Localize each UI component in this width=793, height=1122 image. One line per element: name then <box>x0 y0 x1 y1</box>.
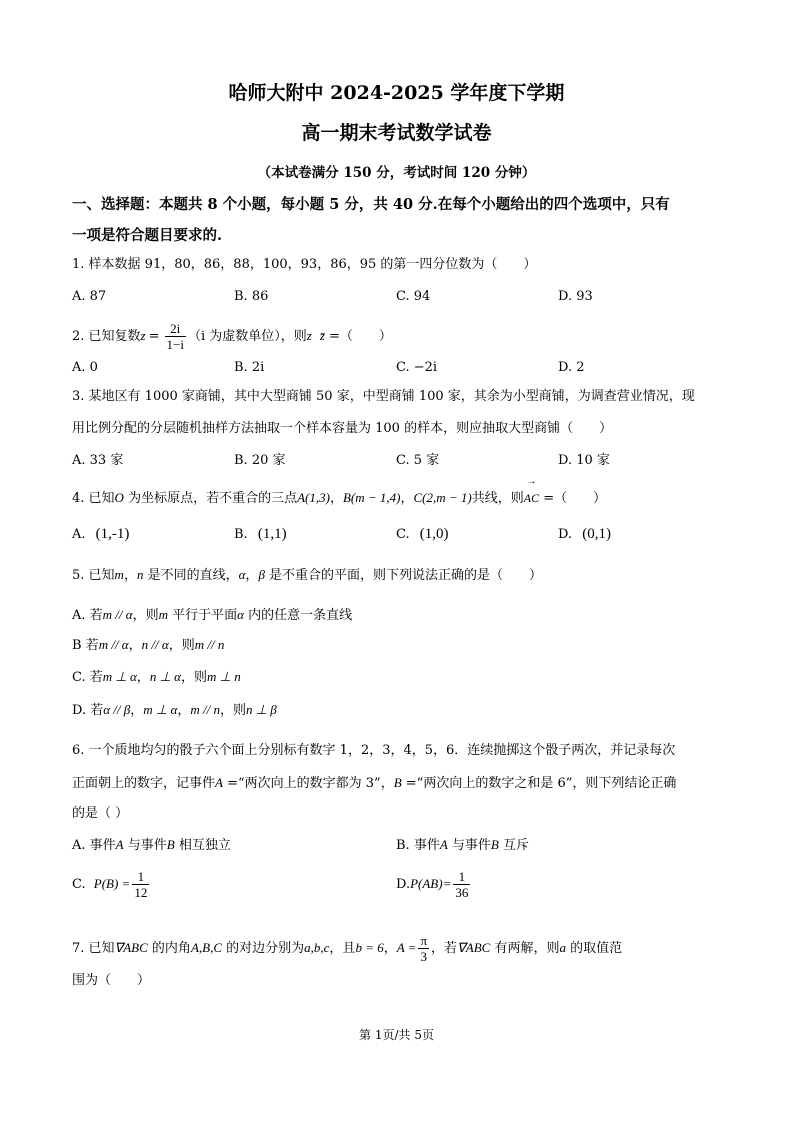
q2-text-mid: （i 为虚数单位），则 <box>187 329 307 344</box>
q2-text-pre: 2. 已知复数 <box>72 329 141 344</box>
q5-b-mid: ，则 <box>168 638 195 653</box>
question-3-option-b: B. 20 家 <box>234 453 286 468</box>
q5-b-math2: n // α <box>141 637 169 652</box>
q5-c-math2: n ⊥ α <box>149 669 181 684</box>
q5-d-math2: m ⊥ α <box>143 702 178 717</box>
exam-title-line2: 高一期末考试数学试卷 <box>301 122 492 144</box>
q5-text-b: 是不同的直线， <box>143 568 239 583</box>
question-2-option-b: B. 2i <box>234 360 265 375</box>
q4-option-c-label: C. <box>396 527 410 542</box>
question-6-option-c <box>72 864 151 905</box>
q5-a-math: m // α <box>102 607 133 622</box>
q5-d-sep: ， <box>130 703 144 718</box>
q6-a-B: B <box>166 837 175 852</box>
question-4-option-b <box>234 525 287 544</box>
q6-line2-c: =“两次向上的数字之和是 6”，则下列结论正确 <box>401 776 677 791</box>
q4-vector-ac: AC → <box>523 476 540 505</box>
q5-a-mid: ，则 <box>132 608 159 623</box>
q4-origin: O <box>114 490 124 505</box>
q5-d-mid: ，则 <box>219 703 246 718</box>
q4-option-a-label: A. <box>72 527 86 542</box>
q4-sep1: ， <box>329 491 343 506</box>
question-3-option-a: A. 33 家 <box>72 453 124 468</box>
q6-b-end: 互斥 <box>498 838 530 853</box>
q5-b-math1: m // α <box>98 637 129 652</box>
question-4-stem <box>72 476 607 508</box>
question-4-option-c <box>396 525 449 544</box>
q6-c-fraction-denominator: 12 <box>134 885 148 900</box>
question-1-stem: 1. 样本数据 91，80，86，88，100，93，86，95 的第一四分位数为（ ） <box>72 257 537 272</box>
q6-d-fraction-numerator: 1 <box>458 869 466 884</box>
q5-n: n <box>136 567 144 582</box>
q5-d-pre: D. 若 <box>72 703 104 718</box>
question-6-stem-line2 <box>72 774 676 793</box>
q6-b-A: A <box>439 837 448 852</box>
q5-c-math3: m ⊥ n <box>206 669 241 684</box>
q2-eq: = <box>148 329 160 344</box>
q7-text-g: 的取值范 <box>565 941 623 956</box>
q5-beta: β <box>258 567 265 582</box>
q5-text-a: 5. 已知 <box>72 568 115 583</box>
q4-sep2: ， <box>400 491 414 506</box>
q5-b-sep: ， <box>128 638 142 653</box>
q4-option-c-value: (1,0) <box>419 526 449 542</box>
q7-A-eq: A = <box>396 940 417 955</box>
q7-fraction-numerator: π <box>420 933 428 948</box>
question-3-option-d: D. 10 家 <box>558 453 610 468</box>
q7-sides: a,b,c <box>304 940 330 955</box>
q7-triangle2: ∇ABC <box>457 940 491 955</box>
q5-alpha: α <box>238 567 246 582</box>
q5-c-mid: ，则 <box>180 670 207 685</box>
q6-d-fraction-denominator: 36 <box>455 885 469 900</box>
question-2-stem <box>72 318 392 355</box>
q5-text-c: 是不重合的平面，则下列说法正确的是（ ） <box>264 568 543 583</box>
exam-subtitle: （本试卷满分 150 分，考试时间 120 分钟） <box>257 165 536 181</box>
q6-b-mid: 与事件 <box>447 838 491 853</box>
q5-c-math1: m ⊥ α <box>102 669 137 684</box>
q6-d-label: D. <box>396 877 411 892</box>
q6-c-label: C. <box>72 877 86 892</box>
question-5-option-a <box>72 606 352 625</box>
q4-text-b: 为坐标原点，若不重合的三点 <box>123 491 298 506</box>
q6-a-A: A <box>115 837 124 852</box>
q6-line2-b: =“两次向上的数字都为 3”， <box>222 776 394 791</box>
question-1-option-c: C. 94 <box>396 289 431 304</box>
q5-d-math1: α // β <box>103 702 131 717</box>
q6-a-mid: 与事件 <box>123 838 167 853</box>
q5-sep: ， <box>123 568 137 583</box>
question-5-option-d <box>72 701 277 720</box>
q7-fraction-denominator: 3 <box>418 948 429 964</box>
q2-zbar: z̄ <box>319 328 325 343</box>
q7-text-f: 有两解，则 <box>490 941 560 956</box>
q6-b-pre: B. 事件 <box>396 838 440 853</box>
vector-arrow-icon: → <box>526 476 537 487</box>
question-2-option-c: C. −2i <box>396 360 438 375</box>
exam-title-line1: 哈师大附中 2024-2025 学年度下学期 <box>228 82 565 104</box>
q5-a-m: m <box>158 607 168 622</box>
q7-text-c: 的对边分别为 <box>222 941 305 956</box>
q7-sep: ， <box>383 941 397 956</box>
question-7-stem-line2: 围为（ ） <box>72 973 151 988</box>
q2-fraction <box>165 321 186 352</box>
q7-b-eq: b = 6 <box>355 940 384 955</box>
q6-d-expr: P(AB)= <box>410 876 452 891</box>
q6-line2-a: 正面朝上的数字，记事件 <box>72 776 216 791</box>
q5-d-math4: n ⊥ β <box>245 702 277 717</box>
q7-text-a: 7. 已知 <box>72 941 115 956</box>
q2-text-end: =（ ） <box>324 329 392 344</box>
q4-option-a-value: (1,-1) <box>95 526 130 542</box>
q5-m: m <box>114 567 124 582</box>
q5-a-post: 平行于平面 <box>168 608 238 623</box>
q5-sep2: ， <box>245 568 259 583</box>
question-5-option-c <box>72 668 241 687</box>
q2-z: z <box>140 328 146 343</box>
question-3-option-c: C. 5 家 <box>396 453 440 468</box>
q7-text-d: ，且 <box>329 941 356 956</box>
q6-a-pre: A. 事件 <box>72 838 116 853</box>
q4-option-d-label: D. <box>558 527 573 542</box>
q6-event-a: A <box>215 775 223 790</box>
q7-fraction <box>418 933 429 964</box>
question-4-option-a <box>72 525 129 544</box>
q4-point-c: C(2,m − 1) <box>413 490 472 505</box>
q6-d-fraction <box>453 869 470 900</box>
q6-c-fraction-numerator: 1 <box>137 869 145 884</box>
q7-triangle: ∇ABC <box>114 940 148 955</box>
q5-c-sep: ， <box>136 670 150 685</box>
q2-fraction-denominator: 1−i <box>166 337 184 352</box>
q5-a-pre: A. 若 <box>72 608 103 623</box>
q5-d-math3: m // n <box>190 702 220 717</box>
q5-b-pre: B 若 <box>72 638 99 653</box>
question-1-option-a: A. 87 <box>72 289 107 304</box>
question-1-option-d: D. 93 <box>558 289 593 304</box>
q4-option-b-value: (1,1) <box>257 526 287 542</box>
q6-c-expr: P(B) = <box>93 876 131 891</box>
q6-b-B: B <box>490 837 499 852</box>
question-6-stem-line1: 6. 一个质地均匀的骰子六个面上分别标有数字 1，2，3，4，5，6．连续抛掷这个骰子两次，并记录每次 <box>72 743 676 758</box>
q5-a-alpha: α <box>237 607 244 622</box>
question-5-stem <box>72 566 542 585</box>
question-6-option-a <box>72 836 231 855</box>
question-2-option-d: D. 2 <box>558 360 585 375</box>
question-6-stem-line3: 的是（ ） <box>72 806 129 821</box>
section-heading-line1: 一、选择题：本题共 8 个小题，每小题 5 分，共 40 分.在每个小题给出的四个选项中，只有 <box>72 196 670 213</box>
question-2-option-a: A. 0 <box>72 360 98 375</box>
q4-text-a: 4. 已知 <box>72 491 115 506</box>
q4-option-d-value: (0,1) <box>582 526 611 542</box>
question-6-option-d <box>396 864 472 905</box>
q4-text-c: 共线，则 <box>471 491 524 506</box>
question-4-option-d <box>558 525 611 544</box>
q2-fraction-numerator: 2i <box>170 321 181 336</box>
q7-text-b: 的内角 <box>147 941 191 956</box>
question-7-stem-line1 <box>72 930 622 967</box>
q5-d-sep2: ， <box>177 703 191 718</box>
q6-event-b: B <box>393 775 402 790</box>
question-3-stem-line1: 3. 某地区有 1000 家商铺，其中大型商铺 50 家，中型商铺 100 家，其余为小型商铺，为调查营业情况，现 <box>72 389 695 404</box>
page-footer: 第 1页/共 5页 <box>359 1028 434 1042</box>
question-1-option-b: B. 86 <box>234 289 269 304</box>
q7-text-e: ，若 <box>431 941 458 956</box>
q7-a: a <box>559 940 566 955</box>
q4-point-b: B(m − 1,4) <box>342 490 401 505</box>
q6-a-end: 相互独立 <box>174 838 231 853</box>
question-3-stem-line2: 用比例分配的分层随机抽样方法抽取一个样本容量为 100 的样本，则应抽取大型商铺（ ） <box>72 421 613 436</box>
section-heading-line2: 一项是符合题目要求的. <box>72 227 223 244</box>
q4-point-a: A(1,3) <box>297 490 330 505</box>
q4-option-b-label: B. <box>234 527 248 542</box>
q5-a-end: 内的任意一条直线 <box>243 608 353 623</box>
q4-text-d: =（ ） <box>539 491 607 506</box>
question-5-option-b <box>72 636 224 655</box>
q7-angles: A,B,C <box>190 940 222 955</box>
question-6-option-b <box>396 836 529 855</box>
q5-c-pre: C. 若 <box>72 670 103 685</box>
q5-b-math3: m // n <box>194 637 225 652</box>
q6-c-fraction <box>132 869 149 900</box>
q2-z2: z <box>306 328 312 343</box>
